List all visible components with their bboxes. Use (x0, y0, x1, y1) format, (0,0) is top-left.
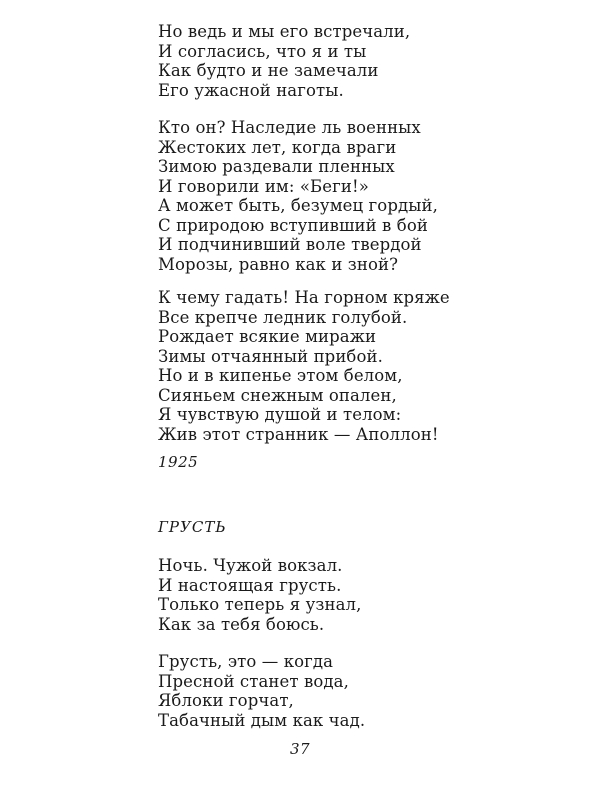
verse-line: Морозы, равно как и зной? (158, 254, 399, 274)
verse-line: Зимою раздевали пленных (158, 157, 395, 176)
verse-line: Зимы отчаянный прибой. (158, 346, 383, 366)
verse-line: А может быть, безумец гордый, (158, 196, 438, 215)
verse-line: Ночь. Чужой вокзал. (158, 556, 343, 575)
poem1-stanza-3 (158, 288, 450, 444)
verse-line: Рождает всякие миражи (158, 327, 377, 346)
verse-line: К чему гадать! На горном кряже (158, 288, 450, 307)
verse-line: Все крепче ледник голубой. (158, 307, 408, 327)
verse-line: Но и в кипенье этом белом, (158, 366, 403, 385)
poem1-stanza-1 (158, 22, 410, 100)
poem-year: 1925 (158, 453, 199, 471)
verse-line: Как будто и не замечали (158, 61, 379, 80)
verse-line: И согласись, что я и ты (158, 41, 367, 61)
verse-line: Но ведь и мы его встречали, (158, 22, 411, 41)
verse-line: И настоящая грусть. (158, 575, 342, 595)
poem-title: ГРУСТЬ (158, 518, 227, 536)
verse-line: Жестоких лет, когда враги (158, 137, 397, 157)
verse-line: Кто он? Наследие ль военных (158, 118, 421, 137)
page-number: 37 (290, 740, 311, 758)
verse-line: С природою вступивший в бой (158, 215, 428, 235)
verse-line: Я чувствую душой и телом: (158, 405, 402, 424)
verse-line: И говорили им: «Беги!» (158, 176, 369, 196)
verse-line: Яблоки горчат, (158, 691, 294, 710)
verse-line: Грусть, это — когда (158, 652, 334, 671)
verse-line: Только теперь я узнал, (158, 595, 362, 614)
verse-line: Его ужасной наготы. (158, 80, 344, 100)
verse-line: Жив этот странник — Аполлон! (158, 424, 439, 444)
verse-line: Как за тебя боюсь. (158, 614, 325, 634)
poem2-stanza-2 (158, 652, 365, 730)
verse-line: И подчинивший воле твердой (158, 235, 422, 254)
poem1-stanza-2 (158, 118, 438, 274)
verse-line: Сияньем снежным опален, (158, 385, 397, 405)
verse-line: Табачный дым как чад. (158, 710, 366, 730)
verse-line: Пресной станет вода, (158, 671, 349, 691)
poem2-stanza-1 (158, 556, 361, 634)
